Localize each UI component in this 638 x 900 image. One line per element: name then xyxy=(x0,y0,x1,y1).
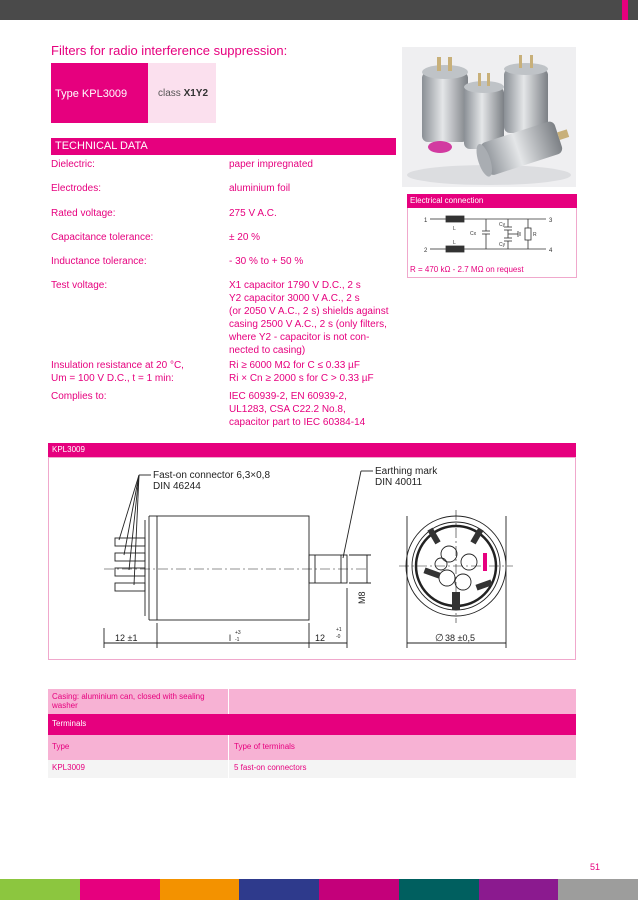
inductor-2-label: L xyxy=(453,240,456,246)
footer-color-segment xyxy=(558,879,638,900)
footer-color-segment xyxy=(479,879,560,900)
cell-terminals: 5 fast-on connectors xyxy=(234,763,307,772)
casing-text: Casing: aluminium can, closed with sealing washer xyxy=(48,689,229,714)
dim-right-tol-top: +1 xyxy=(336,627,342,633)
footer-color-segment xyxy=(239,879,320,900)
class-value: X1Y2 xyxy=(183,88,209,99)
class-prefix: class xyxy=(158,88,181,99)
casing-row xyxy=(48,689,576,714)
cy-label-1: Cy xyxy=(499,222,506,228)
page-title: Filters for radio interference suppression: xyxy=(51,43,288,58)
footer-color-segment xyxy=(399,879,480,900)
technical-data-key: Insulation resistance at 20 °C, Um = 100 V D.C., t = 1 min: xyxy=(51,360,184,384)
technical-data-key: Dielectric: xyxy=(51,159,95,170)
technical-drawing xyxy=(49,458,575,659)
header-terminal-type: Type of terminals xyxy=(234,742,295,751)
connector-label-line1: Fast-on connector 6,3×0,8 xyxy=(153,470,271,481)
dim-right: 12 xyxy=(315,633,326,643)
page-number: 51 xyxy=(590,862,601,872)
electrical-connection-header: Electrical connection xyxy=(407,194,577,208)
footer-color-segment xyxy=(80,879,161,900)
dim-length: l xyxy=(229,633,231,643)
node-3-label: 3 xyxy=(549,218,553,224)
cell-type: KPL3009 xyxy=(48,760,229,778)
inductor-1-label: L xyxy=(453,226,456,232)
technical-data-value: ± 20 % xyxy=(229,232,261,243)
technical-data-value: Ri ≥ 6000 MΩ for C ≤ 0.33 µF Ri × Cn ≥ 2000 s for C > 0.33 µF xyxy=(229,360,374,384)
terminals-heading: Terminals xyxy=(52,719,87,728)
dim-left: 12 ±1 xyxy=(115,633,138,643)
product-photo xyxy=(402,47,576,187)
class-badge xyxy=(148,63,216,123)
cy-label-2: Cy xyxy=(499,242,506,248)
technical-data-header: TECHNICAL DATA xyxy=(51,138,396,155)
technical-data-key: Test voltage: xyxy=(51,280,108,291)
technical-data-value: 275 V A.C. xyxy=(229,208,277,219)
thread-label: M8 xyxy=(357,591,367,604)
technical-data-value: IEC 60939-2, EN 60939-2, UL1283, CSA C22.2 No.8, capacitor part to IEC 60384-14 xyxy=(229,391,366,428)
drawing-header: KPL3009 xyxy=(48,443,576,457)
dim-length-tol-top: +3 xyxy=(235,630,241,636)
terminals-header-row xyxy=(48,735,576,760)
footer-color-bar xyxy=(0,879,638,900)
earthing-label-line1: Earthing mark xyxy=(375,466,438,477)
technical-data-key: Inductance tolerance: xyxy=(51,256,147,267)
technical-data-value: - 30 % to + 50 % xyxy=(229,256,304,267)
diameter-label: 38 ±0,5 xyxy=(445,633,475,643)
technical-data-key: Rated voltage: xyxy=(51,208,116,219)
technical-data-value: aluminium foil xyxy=(229,183,291,194)
electrical-connection-note: R = 470 kΩ - 2.7 MΩ on request xyxy=(410,265,524,274)
top-bar-accent xyxy=(622,0,628,20)
table-row xyxy=(48,760,576,778)
footer-color-segment xyxy=(160,879,241,900)
technical-data-value: X1 capacitor 1790 V D.C., 2 s Y2 capacitor 3000 V A.C., 2 s (or 2050 V A.C., 2 s) shields against casing 2500 V A.C., 2 s (only filters, where Y2 - capacitor is not con- nected to casing) xyxy=(229,280,389,356)
cx-label: Cx xyxy=(470,231,477,237)
technical-data-key: Capacitance tolerance: xyxy=(51,232,154,243)
technical-data-key: Electrodes: xyxy=(51,183,102,194)
technical-data-value: paper impregnated xyxy=(229,159,313,170)
diameter-symbol: ∅ xyxy=(435,633,444,644)
header-type: Type xyxy=(48,735,229,760)
casing-empty xyxy=(230,689,576,714)
dimension-drawing xyxy=(48,457,576,660)
capacitor-photo-illustration xyxy=(402,47,576,187)
dim-right-tol-bottom: -0 xyxy=(336,634,341,640)
node-4-label: 4 xyxy=(549,248,553,254)
dim-length-tol-bottom: -1 xyxy=(235,637,240,643)
technical-data-key: Complies to: xyxy=(51,391,107,402)
top-bar xyxy=(0,0,638,20)
terminals-heading-row xyxy=(48,714,576,735)
r-label: R xyxy=(533,232,537,238)
earthing-label-line2: DIN 40011 xyxy=(375,477,423,488)
node-1-label: 1 xyxy=(424,218,428,224)
footer-color-segment xyxy=(319,879,400,900)
footer-color-segment xyxy=(0,879,81,900)
type-badge: Type KPL3009 xyxy=(51,63,148,123)
connector-label-line2: DIN 46244 xyxy=(153,481,201,492)
node-2-label: 2 xyxy=(424,248,428,254)
